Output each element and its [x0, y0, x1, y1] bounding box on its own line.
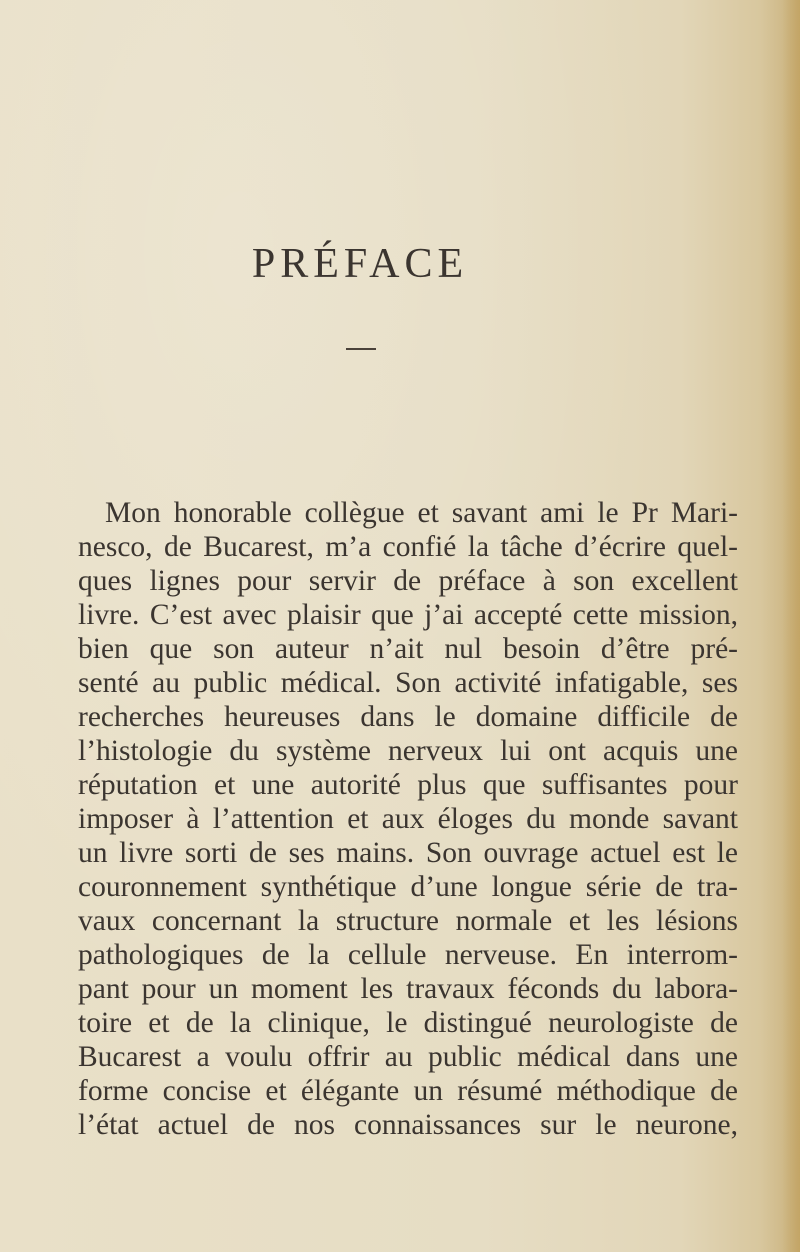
text-line: livre. C’est avec plaisir que j’ai accepté cette mission, [78, 599, 738, 631]
text-line: imposer à l’attention et aux éloges du monde savant [78, 803, 738, 835]
text-line: pant pour un moment les travaux féconds du labora- [78, 973, 738, 1005]
text-line: l’état actuel de nos connaissances sur le neurone, [78, 1109, 738, 1141]
preface-paragraph [78, 496, 738, 1142]
text-line: pathologiques de la cellule nerveuse. En interrom- [78, 939, 738, 971]
text-line: recherches heureuses dans le domaine difficile de [78, 701, 738, 733]
text-line: ques lignes pour servir de préface à son excellent [78, 565, 738, 597]
text-line: forme concise et élégante un résumé méthodique de [78, 1075, 738, 1107]
text-line: bien que son auteur n’ait nul besoin d’être pré- [78, 633, 738, 665]
title-rule [346, 348, 376, 350]
text-line: toire et de la clinique, le distingué neurologiste de [78, 1007, 738, 1039]
text-line: senté au public médical. Son activité infatigable, ses [78, 667, 738, 699]
text-line: réputation et une autorité plus que suffisantes pour [78, 769, 738, 801]
text-line: Mon honorable collègue et savant ami le Pr Mari- [105, 497, 738, 529]
text-line: vaux concernant la structure normale et les lésions [78, 905, 738, 937]
page-title: PRÉFACE [251, 241, 469, 287]
page-edge-shading [782, 0, 800, 1252]
text-line: l’histologie du système nerveux lui ont acquis une [78, 735, 738, 767]
text-line: Bucarest a voulu offrir au public médical dans une [78, 1041, 738, 1073]
text-line: couronnement synthétique d’une longue série de tra- [78, 871, 738, 903]
text-line: nesco, de Bucarest, m’a confié la tâche d’écrire quel- [78, 531, 738, 563]
text-line: un livre sorti de ses mains. Son ouvrage actuel est le [78, 837, 738, 869]
